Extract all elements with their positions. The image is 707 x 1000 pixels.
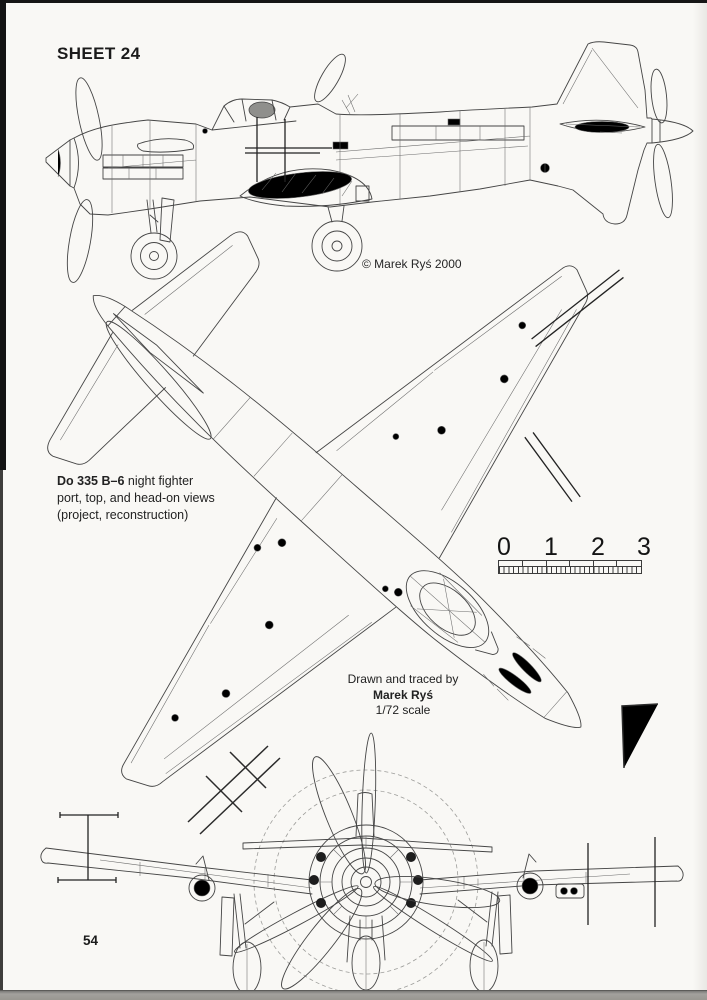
caption-subject: Do 335 B–6 (57, 474, 125, 488)
fuselage-outline (46, 42, 693, 224)
port-wing-front (41, 848, 312, 894)
ruler-bar (498, 560, 642, 574)
credit-scale: 1/72 scale (375, 703, 431, 717)
registration-cross-marks (188, 746, 280, 834)
tailplane-front (243, 838, 492, 852)
front-spinner (58, 138, 79, 188)
fin-front (356, 793, 374, 837)
caption-line-3: (project, reconstruction) (57, 508, 189, 522)
front-propeller-front (273, 752, 502, 996)
page-number: 54 (83, 933, 99, 948)
panel-lines (108, 107, 530, 213)
tailplane-top (16, 203, 301, 503)
engine-cowl-front (309, 825, 423, 939)
right-main-gear-front (458, 854, 543, 992)
scale-ruler (497, 533, 651, 575)
corner-crop-mark (622, 704, 658, 768)
starboard-wing-front (420, 866, 683, 898)
page-edge-left-lower (0, 470, 3, 992)
drawing-caption (57, 473, 215, 524)
sheet-label: SHEET 24 (57, 44, 141, 63)
credit-line-1: Drawn and traced by (347, 672, 459, 686)
caption-line-2: port, top, and head-on views (57, 491, 215, 505)
front-view (41, 733, 683, 997)
page-edge-bottom (0, 990, 707, 1000)
main-gear-side (312, 206, 362, 271)
nose-panels (103, 139, 194, 179)
caption-subject-rest: night fighter (124, 474, 194, 488)
page-edge-top (0, 0, 707, 3)
ruler-fine-ticks (499, 567, 641, 573)
fuselage-hatches (333, 119, 550, 173)
nose-gear (131, 198, 177, 279)
starboard-wing (316, 221, 643, 561)
left-main-gear-front (189, 856, 274, 994)
credit-block (323, 672, 483, 719)
wing-side (240, 167, 372, 207)
ruler-label-1: 1 (544, 533, 558, 561)
caption-line-1 (57, 473, 215, 490)
credit-author: Marek Ryś (372, 687, 434, 702)
ruler-label-0: 0 (497, 533, 511, 561)
canopy (203, 99, 297, 134)
ruler-label-2: 2 (591, 533, 605, 561)
copyright-note: © Marek Ryś 2000 (362, 257, 462, 271)
canopy-top (393, 557, 514, 673)
page-edge-right (693, 0, 707, 1000)
front-propeller (62, 76, 107, 284)
page-edge-left (0, 0, 6, 470)
ruler-label-3: 3 (637, 533, 651, 561)
side-view (46, 42, 693, 284)
port-wing (71, 498, 398, 838)
